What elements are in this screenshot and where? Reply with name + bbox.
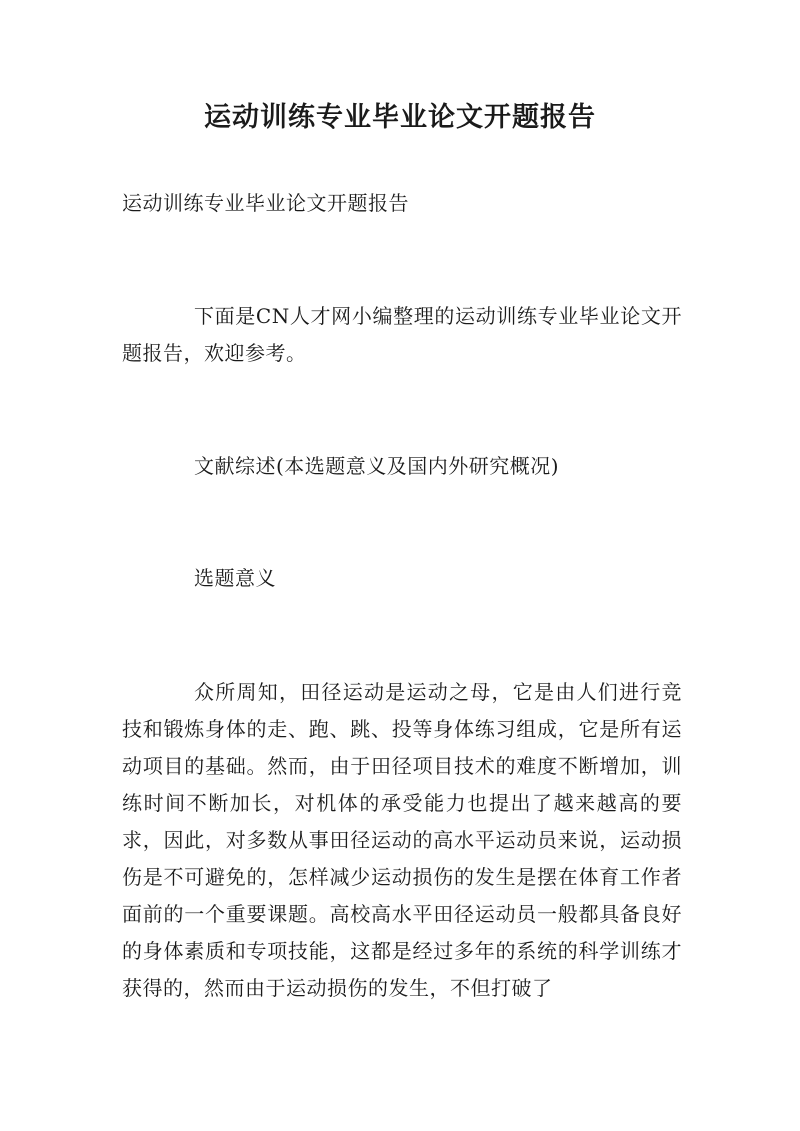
- intro-paragraph: 下面是CN人才网小编整理的运动训练专业毕业论文开题报告，欢迎参考。: [122, 304, 682, 365]
- topic-significance-heading: 选题意义: [194, 566, 276, 590]
- document-title: 运动训练专业毕业论文开题报告: [204, 102, 596, 133]
- literature-review-heading: 文献综述(本选题意义及国内外研究概况): [194, 454, 560, 478]
- document-subtitle: 运动训练专业毕业论文开题报告: [122, 191, 409, 215]
- body-paragraph: 众所周知，田径运动是运动之母，它是由人们进行竞技和锻炼身体的走、跑、跳、投等身体练习组成，它是所有运动项目的基础。然而，由于田径项目技术的难度不断增加，训练时间不断加长，对机体的承受能力也提出了越来越高的要求，因此，对多数从事田径运动的高水平运动员来说，运动损伤是不可避免的，怎样减少运动损伤的发生是摆在体育工作者面前的一个重要课题。高校高水平田径运动员一般都具备良好的身体素质和专项技能，这都是经过多年的系统的科学训练才获得的，然而由于运动损伤的发生，不但打破了: [122, 680, 682, 1000]
